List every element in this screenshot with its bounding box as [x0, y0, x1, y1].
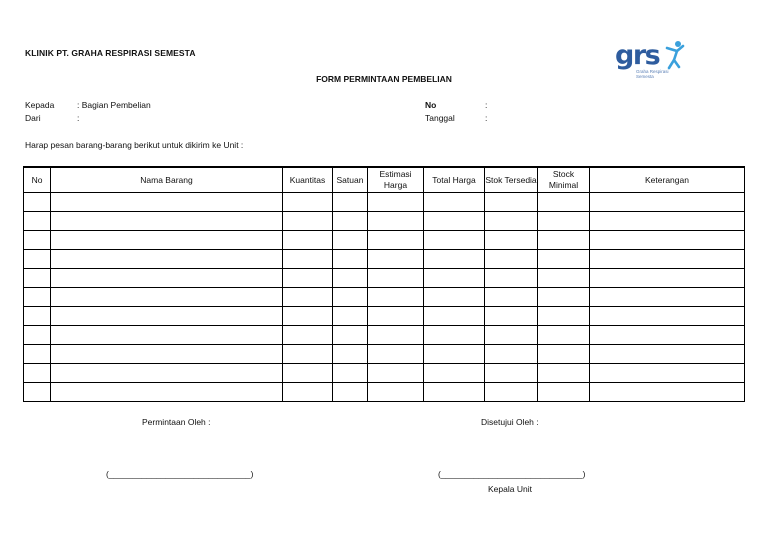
table-cell[interactable] — [424, 212, 485, 231]
table-cell[interactable] — [485, 212, 538, 231]
table-cell[interactable] — [283, 364, 333, 383]
table-cell[interactable] — [538, 326, 590, 345]
tanggal-value: : — [485, 113, 488, 123]
no-value: : — [485, 100, 488, 110]
table-row — [24, 250, 745, 269]
table-cell[interactable] — [283, 250, 333, 269]
approve-label: Disetujui Oleh : — [481, 417, 539, 427]
tanggal-label: Tanggal — [425, 113, 455, 123]
table-cell[interactable] — [485, 326, 538, 345]
table-row — [24, 383, 745, 402]
table-row — [24, 269, 745, 288]
table-cell[interactable] — [424, 383, 485, 402]
col-header: Stock Minimal — [538, 167, 590, 193]
table-cell[interactable] — [590, 364, 745, 383]
table-cell[interactable] — [283, 212, 333, 231]
person-star-icon — [663, 40, 685, 70]
col-header: Keterangan — [590, 167, 745, 193]
table-row — [24, 231, 745, 250]
intro-text: Harap pesan barang-barang berikut untuk dikirim ke Unit : — [25, 140, 244, 150]
table-cell[interactable] — [283, 269, 333, 288]
table-row — [24, 307, 745, 326]
table-row — [24, 193, 745, 212]
logo-subtitle: Graha Respirasi Semesta — [636, 69, 669, 79]
table-cell[interactable] — [283, 231, 333, 250]
table-cell[interactable] — [333, 231, 368, 250]
table-cell[interactable] — [538, 345, 590, 364]
items-table — [23, 166, 745, 402]
table-cell[interactable] — [590, 212, 745, 231]
table-cell[interactable] — [51, 269, 283, 288]
table-cell[interactable] — [538, 383, 590, 402]
table-cell[interactable] — [485, 269, 538, 288]
table-cell[interactable] — [368, 231, 424, 250]
col-header: Nama Barang — [51, 167, 283, 193]
col-header: Stok Tersedia — [485, 167, 538, 193]
request-signature-line: (______________________________) — [106, 469, 254, 479]
table-cell[interactable] — [424, 288, 485, 307]
table-cell[interactable] — [424, 307, 485, 326]
table-cell[interactable] — [368, 212, 424, 231]
table-cell[interactable] — [538, 212, 590, 231]
table-cell[interactable] — [24, 326, 51, 345]
col-header: No — [24, 167, 51, 193]
table-cell[interactable] — [51, 383, 283, 402]
kepada-label: Kepada — [25, 100, 55, 110]
dari-value: : — [77, 113, 80, 123]
no-label: No — [425, 100, 437, 110]
table-cell[interactable] — [424, 345, 485, 364]
table-cell[interactable] — [538, 231, 590, 250]
table-cell[interactable] — [368, 250, 424, 269]
table-cell[interactable] — [51, 212, 283, 231]
table-cell[interactable] — [24, 250, 51, 269]
table-row — [24, 364, 745, 383]
table-cell[interactable] — [51, 288, 283, 307]
table-cell[interactable] — [51, 250, 283, 269]
table-cell[interactable] — [590, 193, 745, 212]
table-cell[interactable] — [590, 288, 745, 307]
table-cell[interactable] — [283, 193, 333, 212]
table-cell[interactable] — [424, 269, 485, 288]
table-cell[interactable] — [368, 307, 424, 326]
table-cell[interactable] — [485, 250, 538, 269]
table-cell[interactable] — [333, 288, 368, 307]
table-cell[interactable] — [24, 288, 51, 307]
form-title: FORM PERMINTAAN PEMBELIAN — [316, 74, 452, 84]
table-cell[interactable] — [368, 345, 424, 364]
table-cell[interactable] — [368, 288, 424, 307]
table-cell[interactable] — [333, 383, 368, 402]
col-header: Kuantitas — [283, 167, 333, 193]
table-cell[interactable] — [368, 326, 424, 345]
kepada-value: : Bagian Pembelian — [77, 100, 151, 110]
table-cell[interactable] — [538, 193, 590, 212]
logo-text: grs — [615, 40, 660, 71]
table-cell[interactable] — [538, 307, 590, 326]
table-cell[interactable] — [538, 250, 590, 269]
request-label: Permintaan Oleh : — [142, 417, 211, 427]
table-cell[interactable] — [333, 307, 368, 326]
dari-label: Dari — [25, 113, 41, 123]
table-cell[interactable] — [333, 269, 368, 288]
table-cell[interactable] — [485, 364, 538, 383]
table-row — [24, 326, 745, 345]
table-cell[interactable] — [485, 345, 538, 364]
table-cell[interactable] — [51, 231, 283, 250]
table-cell[interactable] — [333, 193, 368, 212]
table-cell[interactable] — [24, 269, 51, 288]
table-cell[interactable] — [24, 383, 51, 402]
table-cell[interactable] — [333, 345, 368, 364]
table-cell[interactable] — [51, 345, 283, 364]
table-cell[interactable] — [283, 326, 333, 345]
table-cell[interactable] — [424, 193, 485, 212]
table-cell[interactable] — [485, 288, 538, 307]
table-cell[interactable] — [590, 269, 745, 288]
table-cell[interactable] — [368, 364, 424, 383]
table-cell[interactable] — [368, 269, 424, 288]
table-cell[interactable] — [485, 193, 538, 212]
table-cell[interactable] — [538, 288, 590, 307]
table-cell[interactable] — [538, 364, 590, 383]
table-cell[interactable] — [51, 364, 283, 383]
table-cell[interactable] — [590, 231, 745, 250]
table-cell[interactable] — [51, 193, 283, 212]
table-cell[interactable] — [333, 326, 368, 345]
table-row — [24, 288, 745, 307]
table-cell[interactable] — [424, 326, 485, 345]
table-cell[interactable] — [333, 250, 368, 269]
table-cell[interactable] — [24, 212, 51, 231]
table-cell[interactable] — [283, 345, 333, 364]
table-cell[interactable] — [24, 231, 51, 250]
table-cell[interactable] — [283, 307, 333, 326]
table-cell[interactable] — [333, 364, 368, 383]
table-cell[interactable] — [24, 364, 51, 383]
table-cell[interactable] — [24, 345, 51, 364]
table-row — [24, 345, 745, 364]
table-cell[interactable] — [424, 250, 485, 269]
table-cell[interactable] — [485, 383, 538, 402]
table-cell[interactable] — [283, 288, 333, 307]
table-cell[interactable] — [485, 231, 538, 250]
table-cell[interactable] — [590, 307, 745, 326]
table-header-row — [24, 167, 745, 193]
col-header: Satuan — [333, 167, 368, 193]
table-cell[interactable] — [424, 231, 485, 250]
clinic-name: KLINIK PT. GRAHA RESPIRASI SEMESTA — [25, 48, 196, 58]
table-cell[interactable] — [51, 326, 283, 345]
col-header: Total Harga — [424, 167, 485, 193]
table-row — [24, 212, 745, 231]
table-cell[interactable] — [368, 383, 424, 402]
table-cell[interactable] — [424, 364, 485, 383]
table-cell[interactable] — [590, 250, 745, 269]
table-cell[interactable] — [590, 345, 745, 364]
table-cell[interactable] — [368, 193, 424, 212]
table-cell[interactable] — [51, 307, 283, 326]
table-cell[interactable] — [590, 326, 745, 345]
table-cell[interactable] — [485, 307, 538, 326]
table-cell[interactable] — [333, 212, 368, 231]
table-cell[interactable] — [590, 383, 745, 402]
col-header: Estimasi Harga — [368, 167, 424, 193]
approve-signature-line: (______________________________) — [438, 469, 586, 479]
approve-title: Kepala Unit — [488, 484, 532, 494]
table-cell[interactable] — [538, 269, 590, 288]
table-cell[interactable] — [283, 383, 333, 402]
table-cell[interactable] — [24, 307, 51, 326]
table-cell[interactable] — [24, 193, 51, 212]
